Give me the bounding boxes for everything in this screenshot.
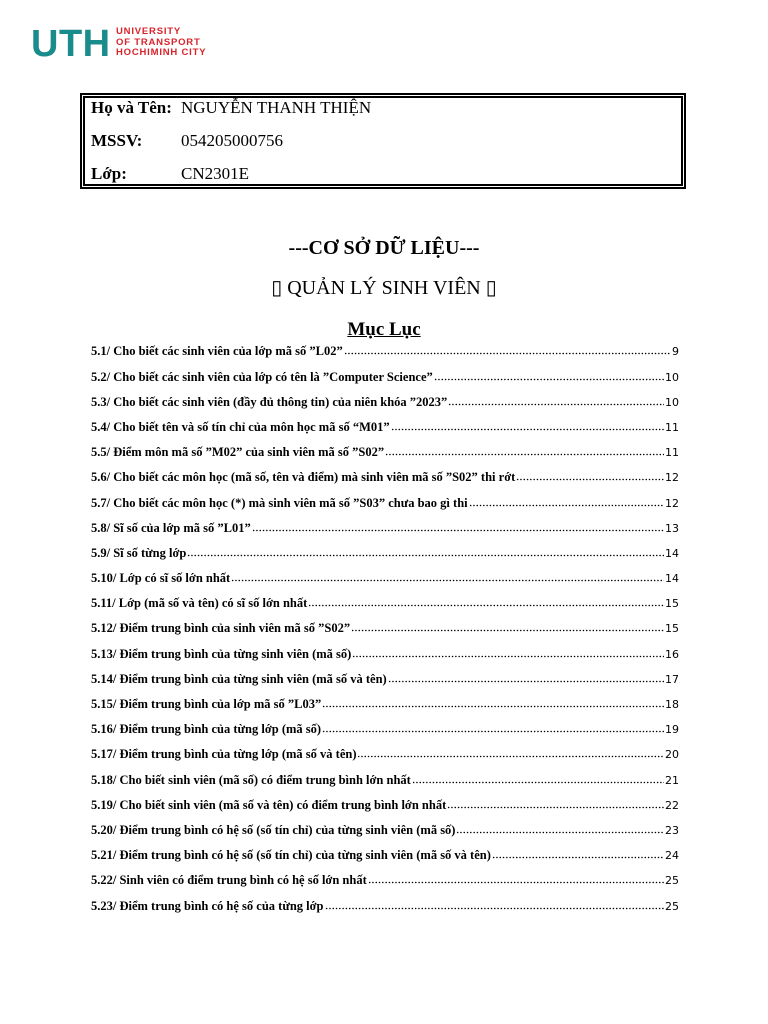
toc-entry[interactable] [91, 868, 679, 893]
toc-entry[interactable] [91, 692, 679, 717]
dot-leader [434, 378, 664, 381]
dot-leader [456, 831, 664, 834]
dot-leader [322, 730, 664, 733]
toc-entry-page: 21 [665, 773, 679, 787]
toc-entry-page: 11 [665, 446, 679, 460]
toc-entry-title: 5.18/ Cho biết sinh viên (mã số) có điểm trung bình lớn nhất [91, 772, 411, 787]
toc-entry-page: 15 [665, 597, 679, 611]
toc-entry-title: 5.1/ Cho biết các sinh viên của lớp mã số ”L02” [91, 344, 343, 359]
toc-entry-title: 5.13/ Điểm trung bình của từng sinh viên (mã số) [91, 646, 352, 661]
toc-entry[interactable] [91, 793, 679, 818]
toc-entry[interactable] [91, 843, 679, 868]
toc-entry-title: 5.12/ Điểm trung bình của sinh viên mã số ”S02” [91, 621, 351, 636]
toc-entry-title: 5.3/ Cho biết các sinh viên (đầy đủ thông tin) của niên khóa ”2023” [91, 394, 448, 409]
student-name-value: NGUYỄN THANH THIỆN [181, 98, 372, 117]
toc-entry[interactable] [91, 390, 679, 415]
student-id-label: MSSV: [91, 131, 143, 150]
toc-entry-page: 18 [665, 698, 679, 712]
toc-entry-page: 10 [665, 395, 679, 409]
university-logo-text [116, 27, 206, 59]
toc-entry-title: 5.17/ Điểm trung bình của từng lớp (mã số và tên) [91, 747, 357, 762]
toc-entry[interactable] [91, 642, 679, 667]
toc-entry-page: 17 [665, 672, 679, 686]
dot-leader [412, 781, 664, 784]
toc-entry[interactable] [91, 768, 679, 793]
toc-entry-page: 14 [665, 572, 679, 586]
toc-entry-title: 5.8/ Sĩ số của lớp mã số ”L01” [91, 520, 251, 535]
toc-entry-page: 14 [665, 546, 679, 560]
toc-entry-page: 15 [665, 622, 679, 636]
toc-entry-page: 12 [665, 496, 679, 510]
dot-leader [325, 907, 664, 910]
toc-entry-page: 25 [665, 899, 679, 913]
toc-entry[interactable] [91, 415, 679, 440]
dot-leader [352, 655, 664, 658]
toc-entry-title: 5.21/ Điểm trung bình có hệ số (số tín chỉ) của từng sinh viên (mã số và tên) [91, 848, 491, 863]
dot-leader [492, 856, 664, 859]
toc-entry-title: 5.19/ Cho biết sinh viên (mã số và tên) có điểm trung bình lớn nhất [91, 797, 447, 812]
student-id-value: 054205000756 [181, 131, 283, 150]
toc-entry[interactable] [91, 465, 679, 490]
toc-entry-page: 9 [672, 345, 679, 359]
logo-line-city: HOCHIMINH CITY [116, 47, 207, 58]
dot-leader [516, 478, 664, 481]
dot-leader [187, 554, 664, 557]
toc-entry[interactable] [91, 440, 679, 465]
toc-entry[interactable] [91, 491, 679, 516]
dot-leader [385, 453, 664, 456]
toc-entry[interactable] [91, 667, 679, 692]
logo-line-transport: OF TRANSPORT [116, 36, 201, 48]
toc-entry-title: 5.4/ Cho biết tên và số tín chỉ của môn học mã số “M01” [91, 419, 390, 434]
toc-entry-page: 20 [665, 748, 679, 762]
toc-entry[interactable] [91, 541, 679, 566]
toc-entry[interactable] [91, 591, 679, 616]
dot-leader [231, 579, 664, 582]
toc-entry-title: 5.15/ Điểm trung bình của lớp mã số ”L03” [91, 697, 322, 712]
toc-entry[interactable] [91, 566, 679, 591]
toc-entry[interactable] [91, 717, 679, 742]
dot-leader [308, 604, 664, 607]
toc-heading: Mục Lục [347, 319, 421, 340]
dot-leader [252, 529, 664, 532]
student-id-row [91, 131, 675, 151]
dot-leader [391, 428, 664, 431]
dot-leader [448, 403, 664, 406]
toc-entry-page: 24 [665, 849, 679, 863]
dot-leader [469, 504, 664, 507]
dot-leader [322, 705, 664, 708]
toc-entry[interactable] [91, 818, 679, 843]
toc-entry-page: 11 [665, 420, 679, 434]
student-class-label: Lớp: [91, 164, 127, 183]
student-name-label: Họ và Tên: [91, 98, 172, 117]
toc-entry-title: 5.6/ Cho biết các môn học (mã số, tên và điểm) mà sinh viên mã số ”S02” thi rớt [91, 470, 516, 485]
dot-leader [388, 680, 664, 683]
toc-entry-title: 5.5/ Điểm môn mã số ”M02” của sinh viên mã số ”S02” [91, 445, 385, 460]
toc-entry-title: 5.2/ Cho biết các sinh viên của lớp có tên là ”Computer Science” [91, 369, 433, 384]
toc-entry-page: 16 [665, 647, 679, 661]
student-info-box [80, 93, 686, 189]
toc-entry-page: 23 [665, 823, 679, 837]
toc-entry-title: 5.16/ Điểm trung bình của từng lớp (mã số) [91, 722, 322, 737]
toc-entry-page: 22 [665, 798, 679, 812]
toc-entry-title: 5.14/ Điểm trung bình của từng sinh viên (mã số và tên) [91, 671, 387, 686]
dot-leader [357, 755, 664, 758]
toc-entry[interactable] [91, 616, 679, 641]
toc-entry-page: 13 [665, 521, 679, 535]
university-logo-mark: UTH [31, 23, 111, 65]
toc-entry-page: 12 [665, 471, 679, 485]
dot-leader [368, 881, 664, 884]
toc-entry[interactable] [91, 894, 679, 919]
toc-entry-title: 5.7/ Cho biết các môn học (*) mà sinh viên mã số ”S03” chưa bao gì thi [91, 495, 468, 510]
student-class-row [91, 164, 675, 184]
toc-entry-page: 10 [665, 370, 679, 384]
student-class-value: CN2301E [181, 164, 249, 183]
dot-leader [344, 352, 671, 355]
logo-line-university: UNIVERSITY [116, 26, 182, 37]
document-title: ---CƠ SỞ DỮ LIỆU--- [288, 237, 480, 259]
toc-entry[interactable] [91, 339, 679, 364]
dot-leader [351, 629, 664, 632]
toc-entry-title: 5.11/ Lớp (mã số và tên) có sĩ số lớn nhất [91, 596, 308, 611]
toc-entry-title: 5.20/ Điểm trung bình có hệ số (số tín chỉ) của từng sinh viên (mã số) [91, 822, 456, 837]
toc-entry[interactable] [91, 516, 679, 541]
toc-entry-title: 5.10/ Lớp có sĩ số lớn nhất [91, 571, 231, 586]
toc-entry-title: 5.9/ Sĩ số từng lớp [91, 545, 187, 560]
toc-entry-title: 5.23/ Điểm trung bình có hệ số của từng lớp [91, 898, 324, 913]
toc-entry-page: 19 [665, 723, 679, 737]
document-subtitle: ▯ QUẢN LÝ SINH VIÊN ▯ [271, 277, 497, 299]
toc-entry-page: 25 [665, 874, 679, 888]
student-name-row [91, 98, 675, 118]
toc-entry[interactable] [91, 365, 679, 390]
dot-leader [447, 806, 664, 809]
table-of-contents [91, 339, 679, 918]
toc-entry-title: 5.22/ Sinh viên có điểm trung bình có hệ số lớn nhất [91, 873, 367, 888]
toc-entry[interactable] [91, 742, 679, 767]
